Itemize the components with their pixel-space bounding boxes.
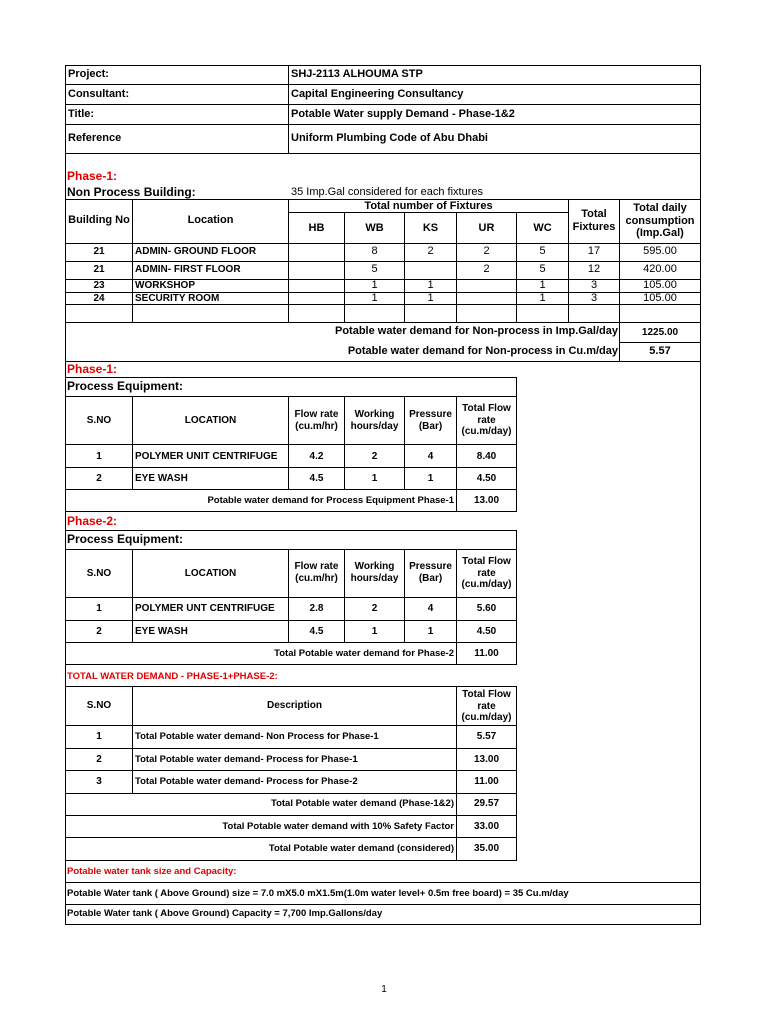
total-sum2-value: 33.00 xyxy=(473,821,500,832)
phase1-process-heading: Phase-1: xyxy=(67,362,118,376)
col-sno: S.NO xyxy=(86,415,112,426)
header-title-label: Title: xyxy=(68,108,95,120)
col-building-no: Building No xyxy=(68,214,130,226)
col-total-flow: Total Flow rate (cu.m/day) xyxy=(461,556,512,590)
col-working-hours: Working hours/day xyxy=(350,409,399,432)
tank-capacity: Potable Water tank ( Above Ground) Capacity = 7,700 Imp.Gallons/day xyxy=(67,908,383,919)
col-wb: WB xyxy=(365,222,384,234)
col-working-hours: Working hours/day xyxy=(350,561,399,584)
header-project-label: Project: xyxy=(68,68,109,80)
header-reference-value: Uniform Plumbing Code of Abu Dhabi xyxy=(291,132,488,144)
total-sum2-label: Total Potable water demand with 10% Safety Factor xyxy=(222,821,454,832)
tank-heading: Potable water tank size and Capacity: xyxy=(67,866,237,877)
col-location: Location xyxy=(187,214,234,226)
proc1-sum-label: Potable water demand for Process Equipment Phase-1 xyxy=(207,495,454,506)
col-total-daily: Total daily consumption (Imp.Gal) xyxy=(625,202,695,240)
col-description: Description xyxy=(266,700,322,711)
nonprocess-title: Non Process Building: xyxy=(67,185,196,199)
proc1-sum-value: 13.00 xyxy=(473,495,500,506)
col-fixtures-group: Total number of Fixtures xyxy=(364,200,493,212)
header-consultant-value: Capital Engineering Consultancy xyxy=(291,88,464,100)
col-pressure: Pressure (Bar) xyxy=(409,561,452,584)
col-wc: WC xyxy=(533,222,552,234)
header-project-value: SHJ-2113 ALHOUMA STP xyxy=(291,68,423,80)
total-sum1-label: Total Potable water demand (Phase-1&2) xyxy=(270,798,454,809)
header-consultant-label: Consultant: xyxy=(68,88,130,100)
col-total-flow: Total Flow rate (cu.m/day) xyxy=(461,403,512,437)
phase2-heading: Phase-2: xyxy=(67,514,118,528)
total-sum3-label: Total Potable water demand (considered) xyxy=(268,843,454,854)
nonprocess-note: 35 Imp.Gal considered for each fixtures xyxy=(291,186,483,198)
col-location: LOCATION xyxy=(184,415,237,426)
col-flow-rate: Flow rate (cu.m/hr) xyxy=(294,409,339,432)
col-pressure: Pressure (Bar) xyxy=(409,409,452,432)
nonprocess-demand-cum-label: Potable water demand for Non-process in Cu.m/day xyxy=(347,345,618,357)
col-ks: KS xyxy=(422,222,439,234)
proc1-title: Process Equipment: xyxy=(67,379,184,393)
total-demand-heading: TOTAL WATER DEMAND - PHASE-1+PHASE-2: xyxy=(67,671,278,682)
phase1-heading: Phase-1: xyxy=(67,169,118,183)
col-sno: S.NO xyxy=(86,568,112,579)
col-total-fixtures: Total Fixtures xyxy=(572,208,616,233)
proc2-title: Process Equipment: xyxy=(67,532,184,546)
col-ur: UR xyxy=(478,222,495,234)
total-sum1-value: 29.57 xyxy=(473,798,500,809)
header-reference-label: Reference xyxy=(68,132,122,144)
col-location: LOCATION xyxy=(184,568,237,579)
nonprocess-demand-gal-label: Potable water demand for Non-process in Imp.Gal/day xyxy=(334,325,618,337)
col-total-flow: Total Flow rate (cu.m/day) xyxy=(461,689,512,723)
col-hb: HB xyxy=(308,222,325,234)
total-sum3-value: 35.00 xyxy=(473,843,500,854)
tank-size: Potable Water tank ( Above Ground) size = 7.0 mX5.0 mX1.5m(1.0m water level+ 0.5m free board) = 35 Cu.m/day xyxy=(67,888,569,899)
nonprocess-demand-cum-value: 5.57 xyxy=(649,345,671,357)
proc2-sum-label: Total Potable water demand for Phase-2 xyxy=(274,648,454,659)
col-flow-rate: Flow rate (cu.m/hr) xyxy=(294,561,339,584)
nonprocess-demand-gal-value: 1225.00 xyxy=(641,327,679,338)
col-sno: S.NO xyxy=(86,700,112,711)
header-title-value: Potable Water supply Demand - Phase-1&2 xyxy=(291,108,515,120)
proc2-sum-value: 11.00 xyxy=(474,648,499,659)
page-number: 1 xyxy=(381,984,387,995)
